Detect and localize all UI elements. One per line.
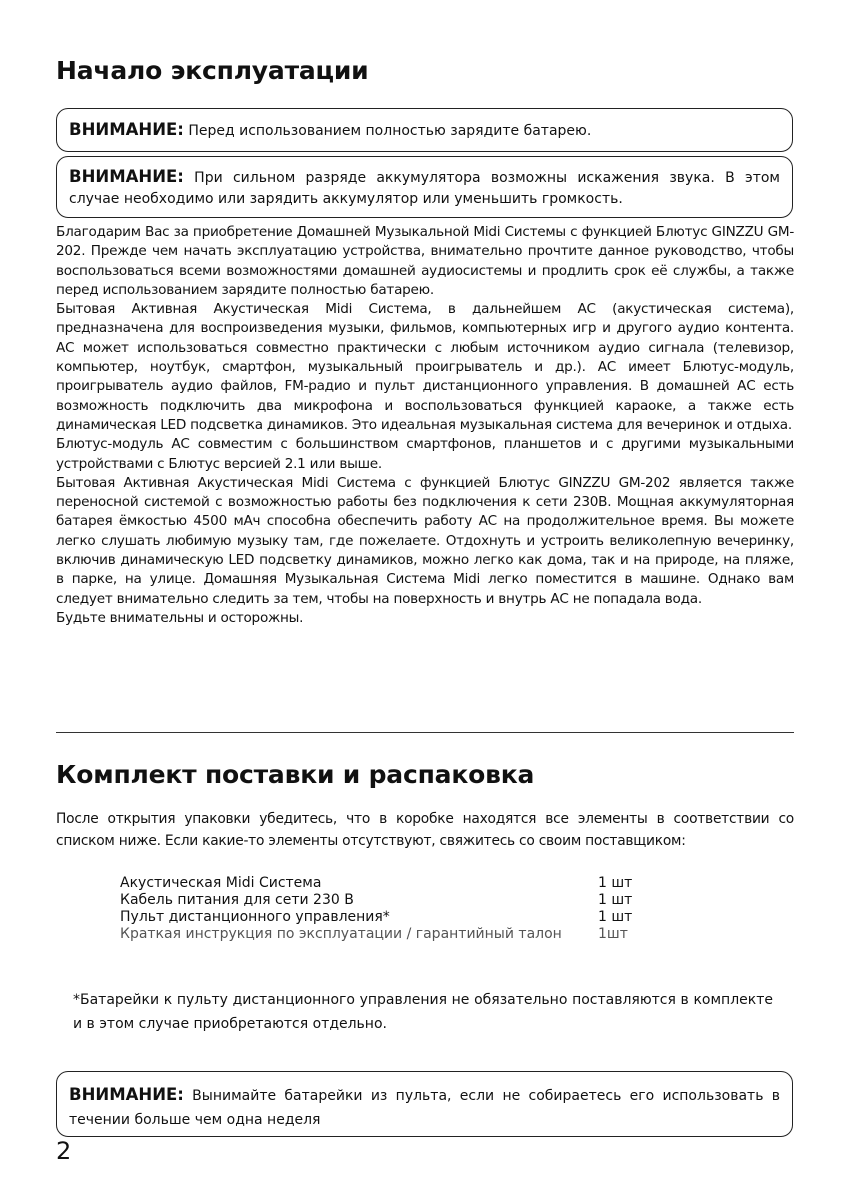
intro-paragraph: Бытовая Активная Акустическая Midi Система, в дальнейшем АС (акустическая система), предназначена для воспроизведения музыки, фильмов, компьютерных игр и другого аудио контента. АС может использоваться совместно практически с любым источником аудио сигнала (телевизор, компьютер, ноутбук, смартфон, музыкальный проигрыватель и др.). АС имеет Блютус-модуль, проигрыватель аудио файлов, FM-радио и пульт дистанционного управления. В домашней АС есть возможность подключить два микрофона и воспользоваться функцией караоке, а также есть динамическая LED подсветка динамиков. Это идеальная музыкальная система для вечеринок и отдыха. <box>56 301 794 433</box>
item-name: Пульт дистанционного управления* <box>120 909 390 925</box>
item-qty: 1 шт <box>598 875 633 891</box>
list-item <box>120 875 640 892</box>
section-title-start: Начало эксплуатации <box>56 56 369 85</box>
warning-text: Перед использованием полностью зарядите батарею. <box>183 123 592 139</box>
item-name: Акустическая Midi Система <box>120 875 322 891</box>
warning-keyword: ВНИМАНИЕ: <box>69 120 184 139</box>
section-divider <box>56 732 794 733</box>
package-contents-list <box>120 875 640 943</box>
list-item <box>120 892 640 909</box>
battery-footnote: *Батарейки к пульту дистанционного управления не обязательно поставляются в комплекте и в этом случае приобретаются отдельно. <box>73 992 773 1032</box>
item-name: Краткая инструкция по эксплуатации / гарантийный талон <box>120 926 562 942</box>
intro-paragraph: Благодарим Вас за приобретение Домашней Музыкальной Midi Системы с функцией Блютус GINZZU GM-202. Прежде чем начать эксплуатацию устройства, внимательно прочтите данное руководство, чтобы воспользоваться всеми возможностями домашней аудиосистемы и продлить срок её службы, а также перед использованием зарядите полностью батарею. <box>56 224 794 298</box>
intro-paragraph: Будьте внимательны и осторожны. <box>56 609 304 626</box>
intro-paragraph: Блютус-модуль АС совместим с большинством смартфонов, планшетов и с другими музыкальными устройствами с Блютус версией 2.1 или выше. <box>56 436 794 472</box>
warning-text: Вынимайте батарейки из пульта, если не собираетесь его использовать в течении больше чем одна неделя <box>69 1088 780 1128</box>
warning-box-batteries <box>56 1071 793 1137</box>
warning-keyword: ВНИМАНИЕ: <box>69 1085 184 1104</box>
warning-keyword: ВНИМАНИЕ: <box>69 167 184 186</box>
list-item <box>120 909 640 926</box>
item-qty: 1шт <box>598 926 628 942</box>
section-title-package: Комплект поставки и распаковка <box>56 760 535 789</box>
list-item <box>120 926 640 943</box>
item-qty: 1 шт <box>598 909 633 925</box>
intro-paragraph: Бытовая Активная Акустическая Midi Система с функцией Блютус GINZZU GM-202 является также переносной системой с возможностью работы без подключения к сети 230В. Мощная аккумуляторная батарея ёмкостью 4500 мАч способна обеспечить работу АС на продолжительное время. Вы можете легко слушать любимую музыку там, где пожелаете. Отдохнуть и устроить великолепную вечеринку, включив динамическую LED подсветку динамиков, можно легко как дома, так и на природе, на пляже, в парке, на улице. Домашняя Музыкальная Система Midi легко поместится в машине. Однако вам следует внимательно следить за тем, чтобы на поверхность и внутрь АС не попадала вода. <box>56 474 794 607</box>
page-number: 2 <box>56 1137 72 1165</box>
warning-box-discharge <box>56 156 793 218</box>
unpack-paragraph: После открытия упаковки убедитесь, что в коробке находятся все элементы в соответствии со списком ниже. Если какие-то элементы отсутствуют, свяжитесь со своим поставщиком: <box>56 811 794 849</box>
item-qty: 1 шт <box>598 892 633 908</box>
item-name: Кабель питания для сети 230 В <box>120 892 354 908</box>
warning-box-charge <box>56 108 793 152</box>
unpack-text <box>56 808 794 852</box>
warning-text: При сильном разряде аккумулятора возможны искажения звука. В этом случае необходимо или зарядить аккумулятор или уменьшить громкость. <box>69 170 780 207</box>
intro-text <box>56 223 794 628</box>
